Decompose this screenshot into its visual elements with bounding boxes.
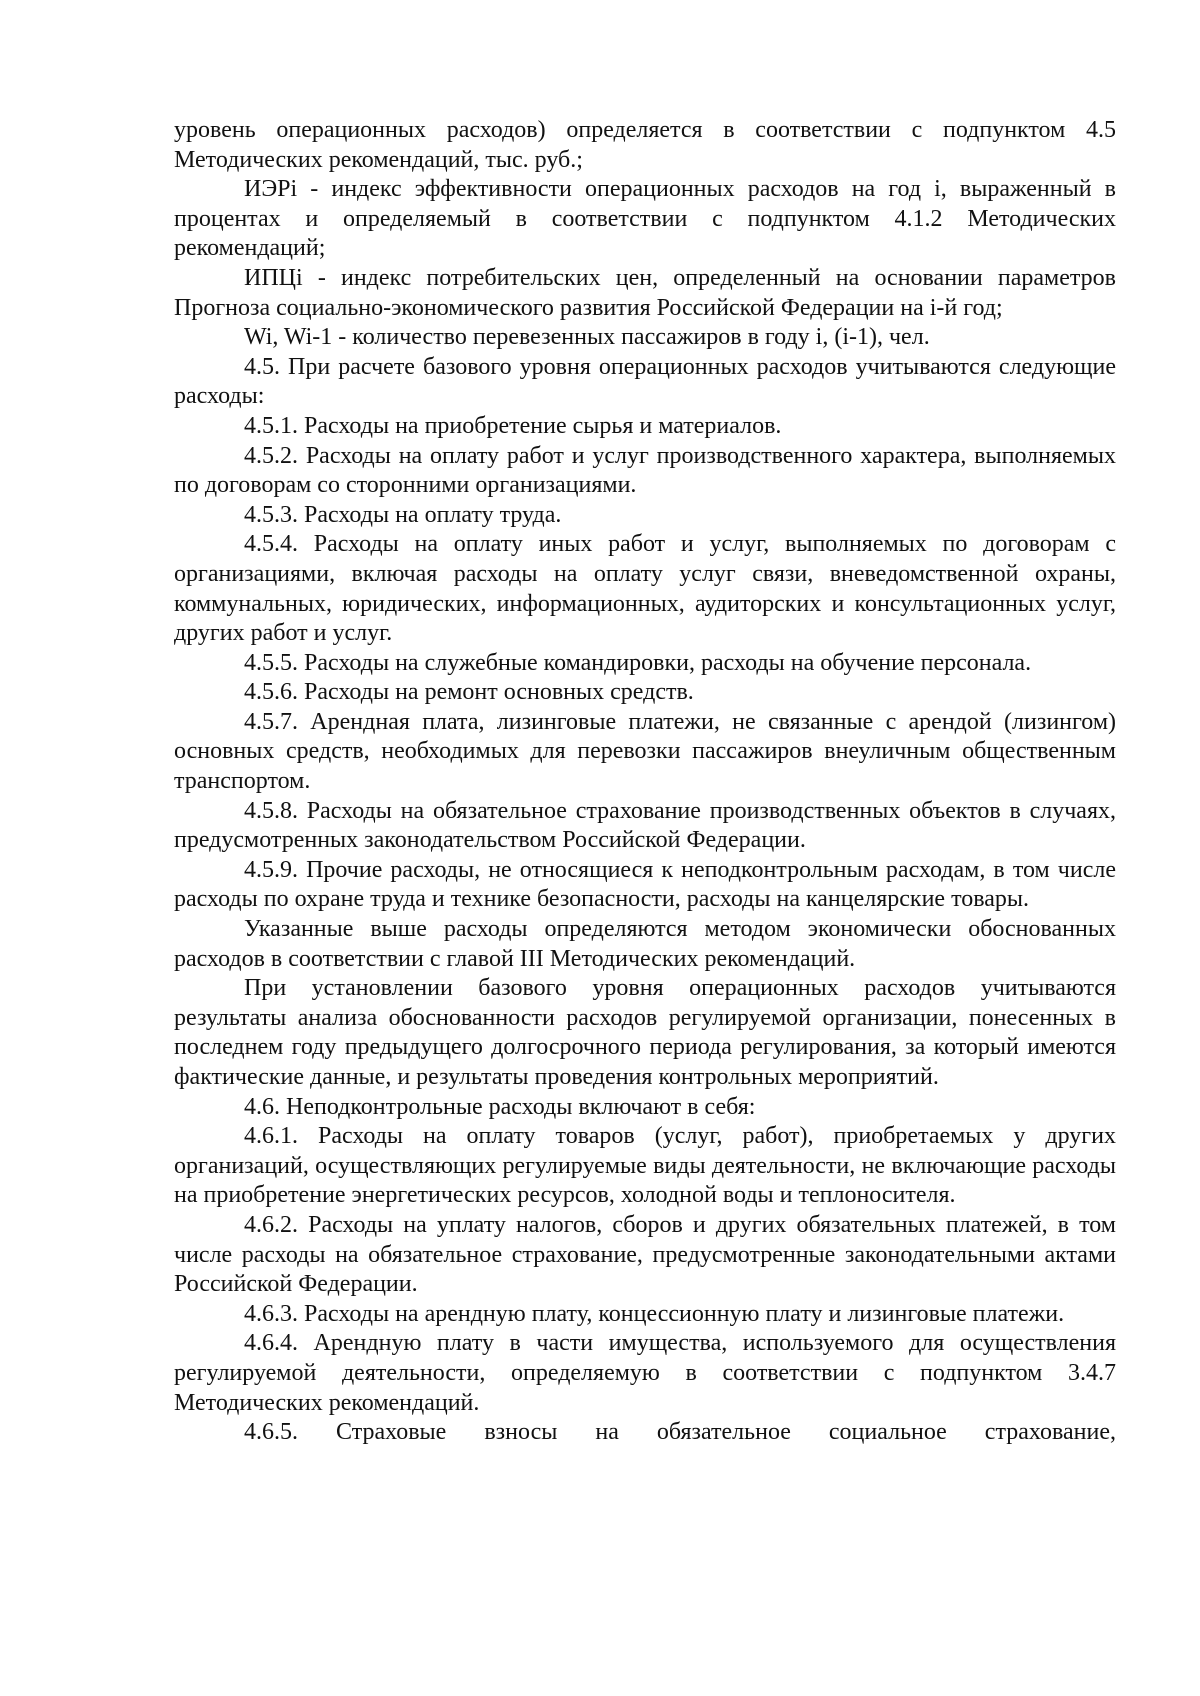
paragraph-4-5-5: 4.5.5. Расходы на служебные командировки, расходы на обучение персонала. — [244, 649, 1032, 676]
paragraph-4-5-2: 4.5.2. Расходы на оплату работ и услуг производственного характера, выполняемых по договорам со сторонними организациями. — [174, 442, 1116, 499]
paragraph-4-6-2: 4.6.2. Расходы на уплату налогов, сборов и других обязательных платежей, в том числе расходы на обязательное страхование, предусмотренные законодательными актами Российской Федерации. — [174, 1211, 1116, 1298]
paragraph-4-5-4: 4.5.4. Расходы на оплату иных работ и услуг, выполняемых по договорам с организациями, включая расходы на оплату услуг связи, вневедомственной охраны, коммунальных, юридических, информационных, аудиторских и консультационных услуг, других работ и услуг. — [174, 531, 1116, 647]
paragraph-continuation: уровень операционных расходов) определяется в соответствии с подпунктом 4.5 Методических рекомендаций, тыс. руб.; — [174, 117, 1116, 173]
paragraph-4-6-5: 4.6.5. Страховые взносы на обязательное социальное страхование, — [244, 1419, 1116, 1446]
paragraph-4-5-7: 4.5.7. Арендная плата, лизинговые платежи, не связанные с арендой (лизингом) основных средств, необходимых для перевозки пассажиров внеуличным общественным транспортом. — [174, 708, 1116, 795]
paragraph-base-level-note: При установлении базового уровня операционных расходов учитываются результаты анализа обоснованности расходов регулируемой организации, понесенных в последнем году предыдущего долгосрочного периода регулирования, за который имеются фактические данные, и результаты проведения контрольных мероприятий. — [174, 975, 1116, 1090]
paragraph-4-5-6: 4.5.6. Расходы на ремонт основных средств. — [244, 679, 694, 706]
paragraph-4-5-3: 4.5.3. Расходы на оплату труда. — [244, 501, 562, 528]
paragraph-4-6-4: 4.6.4. Арендную плату в части имущества, используемого для осуществления регулируемой деятельности, определяемую в соответствии с подпунктом 3.4.7 Методических рекомендаций. — [174, 1330, 1116, 1416]
paragraph-4-5: 4.5. При расчете базового уровня операционных расходов учитываются следующие расходы: — [174, 353, 1116, 410]
paragraph-efficiency-index: ИЭРi - индекс эффективности операционных расходов на год i, выраженный в процентах и определяемый в соответствии с подпунктом 4.1.2 Методических рекомендаций; — [174, 176, 1116, 262]
paragraph-4-5-9: 4.5.9. Прочие расходы, не относящиеся к неподконтрольным расходам, в том числе расходы по охране труда и технике безопасности, расходы на канцелярские товары. — [174, 856, 1116, 913]
paragraph-4-6-1: 4.6.1. Расходы на оплату товаров (услуг, работ), приобретаемых у других организаций, осуществляющих регулируемые виды деятельности, не включающие расходы на приобретение энергетических ресурсов, холодной воды и теплоносителя. — [174, 1123, 1116, 1209]
paragraph-4-6-3: 4.6.3. Расходы на арендную плату, концессионную плату и лизинговые платежи. — [244, 1300, 1065, 1327]
paragraph-passengers: Wi, Wi-1 - количество перевезенных пассажиров в году i, (i-1), чел. — [244, 324, 930, 351]
paragraph-4-5-8: 4.5.8. Расходы на обязательное страхование производственных объектов в случаях, предусмотренных законодательством Российской Федерации. — [174, 797, 1116, 854]
paragraph-method-note: Указанные выше расходы определяются методом экономически обоснованных расходов в соответствии с главой III Методических рекомендаций. — [174, 916, 1116, 972]
paragraph-4-5-1: 4.5.1. Расходы на приобретение сырья и материалов. — [244, 412, 782, 439]
paragraph-consumer-price-index: ИПЦi - индекс потребительских цен, определенный на основании параметров Прогноза социально-экономического развития Российской Федерации на i-й год; — [174, 264, 1116, 321]
paragraph-4-6: 4.6. Неподконтрольные расходы включают в себя: — [244, 1093, 756, 1120]
document-page — [174, 116, 1116, 1448]
